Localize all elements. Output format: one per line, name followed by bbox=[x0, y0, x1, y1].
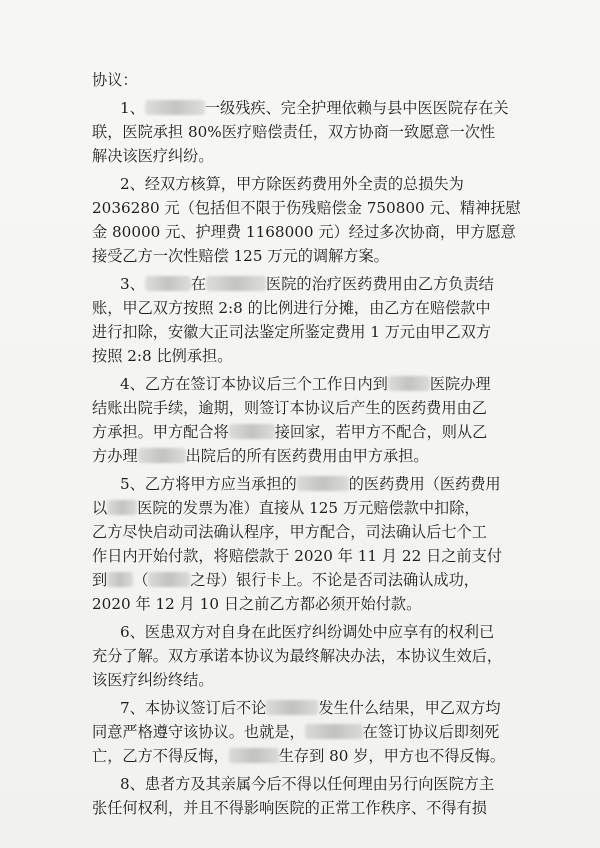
doc-line bbox=[92, 245, 600, 267]
text-span: 联，医院承担 80%医疗赔偿责任，双方协商一致愿意一次性 bbox=[92, 123, 496, 141]
text-span: 以 bbox=[92, 499, 108, 517]
redaction-blur bbox=[305, 724, 363, 739]
text-span: 到 bbox=[92, 571, 108, 589]
text-span: 一级残疾、完全护理依赖与县中医医院存在关 bbox=[204, 99, 509, 117]
doc-line bbox=[120, 473, 600, 495]
text-span: 6、医患双方对自身在此医疗纠纷调处中应享有的权利已 bbox=[120, 623, 495, 641]
redaction-blur bbox=[145, 100, 205, 115]
text-span: 出院后的所有医药费用由甲方承担。 bbox=[185, 447, 429, 465]
text-span: 生存到 80 岁，甲方也不得反悔。 bbox=[278, 747, 506, 765]
doc-line bbox=[92, 521, 600, 543]
text-span: 2036280 元（包括但不限于伤残赔偿金 750800 元、精神抚慰 bbox=[92, 199, 521, 217]
doc-line bbox=[120, 173, 600, 195]
text-span: 2020 年 12 月 10 日之前乙方都必须开始付款。 bbox=[92, 595, 422, 613]
doc-line bbox=[120, 621, 600, 643]
doc-line bbox=[92, 569, 600, 591]
doc-line bbox=[92, 145, 600, 167]
text-span: 之母）银行卡上。不论是否司法确认成功， bbox=[190, 571, 479, 589]
text-span: 同意严格遵守该协议。也就是， bbox=[92, 723, 305, 741]
text-span: 账，甲乙双方按照 2:8 的比例进行分摊，由乙方在赔偿款中 bbox=[92, 299, 491, 317]
text-span: 在签订协议后即刻死 bbox=[362, 723, 500, 741]
text-span: 医院的发票为准）直接从 125 万元赔偿款中扣除， bbox=[137, 499, 480, 517]
redaction-blur bbox=[145, 276, 191, 291]
text-span: 作日内开始付款，将赔偿款于 2020 年 11 月 22 日之前支付 bbox=[92, 547, 503, 565]
text-span: 在 bbox=[190, 275, 207, 293]
text-span: 该医疗纠纷终结。 bbox=[92, 671, 214, 689]
doc-line bbox=[120, 773, 600, 795]
doc-line bbox=[92, 669, 600, 691]
doc-line bbox=[92, 545, 600, 567]
doc-line bbox=[92, 721, 600, 743]
doc-line bbox=[120, 273, 600, 295]
text-span: 2、经双方核算，甲方除医药费用外全责的总损失为 bbox=[120, 175, 464, 193]
text-span: 3、 bbox=[120, 275, 145, 293]
redaction-blur bbox=[229, 424, 275, 439]
doc-line bbox=[92, 197, 600, 219]
doc-line bbox=[92, 321, 600, 343]
doc-line bbox=[92, 121, 600, 143]
text-span: 方办理 bbox=[92, 447, 138, 465]
text-span: 的医药费用（医药费用 bbox=[348, 475, 501, 493]
text-span: 充分了解。双方承诺本协议为最终解决办法，本协议生效后， bbox=[92, 647, 503, 665]
doc-line bbox=[92, 69, 600, 91]
text-span: 7、本协议签订后不论 bbox=[120, 699, 267, 717]
text-span: 乙方尽快启动司法确认程序，甲方配合，司法确认后七个工 bbox=[92, 523, 487, 541]
doc-line bbox=[92, 497, 600, 519]
redaction-blur bbox=[107, 500, 137, 515]
redaction-blur bbox=[229, 748, 279, 763]
text-span: 8、患者方及其亲属今后不得以任何理由另行向医院方主 bbox=[120, 775, 495, 793]
doc-line bbox=[92, 421, 600, 443]
doc-line bbox=[92, 745, 600, 767]
doc-line bbox=[92, 445, 600, 467]
redaction-blur bbox=[206, 276, 266, 291]
text-span: 发生什么结果，甲乙双方均 bbox=[318, 699, 501, 717]
text-span: 解决该医疗纠纷。 bbox=[92, 147, 214, 165]
doc-line bbox=[120, 697, 600, 719]
doc-line bbox=[120, 97, 600, 119]
redaction-blur bbox=[138, 448, 186, 463]
text-span: 接回家，若甲方不配合，则从乙 bbox=[274, 423, 488, 441]
redaction-blur bbox=[266, 700, 318, 715]
doc-line bbox=[92, 221, 600, 243]
text-span: 按照 2:8 比例承担。 bbox=[92, 347, 233, 365]
text-span: 医院的治疗医药费用由乙方负责结 bbox=[266, 275, 494, 293]
redaction-blur bbox=[148, 572, 190, 587]
text-span: 张任何权利，并且不得影响医院的正常工作秩序、不得有损 bbox=[92, 799, 487, 817]
doc-line bbox=[92, 297, 600, 319]
text-span: 方承担。甲方配合将 bbox=[92, 423, 229, 441]
doc-line bbox=[92, 593, 600, 615]
text-span: 接受乙方一次性赔偿 125 万元的调解方案。 bbox=[92, 247, 389, 265]
doc-line bbox=[120, 373, 600, 395]
redaction-blur bbox=[107, 572, 133, 587]
text-span: 进行扣除，安徽大正司法鉴定所鉴定费用 1 万元由甲乙双方 bbox=[92, 323, 492, 341]
text-span: 亡，乙方不得反悔， bbox=[92, 747, 229, 765]
text-span: 医院办理 bbox=[429, 375, 491, 393]
text-span: 5、乙方将甲方应当承担的 bbox=[120, 475, 297, 493]
doc-line bbox=[92, 345, 600, 367]
doc-line bbox=[92, 645, 600, 667]
text-span: 金 80000 元、护理费 1168000 元）经过多次协商，甲方愿意 bbox=[92, 223, 516, 241]
doc-line bbox=[92, 797, 600, 819]
text-span: 1、 bbox=[120, 99, 145, 117]
redaction-blur bbox=[388, 376, 430, 391]
text-span: 协议： bbox=[92, 71, 138, 89]
text-span: 结账出院手续，逾期，则签订本协议后产生的医药费用由乙 bbox=[92, 399, 487, 417]
text-span: （ bbox=[133, 571, 149, 589]
text-span: 4、乙方在签订本协议后三个工作日内到 bbox=[120, 375, 388, 393]
doc-line bbox=[92, 397, 600, 419]
redaction-blur bbox=[297, 476, 349, 491]
